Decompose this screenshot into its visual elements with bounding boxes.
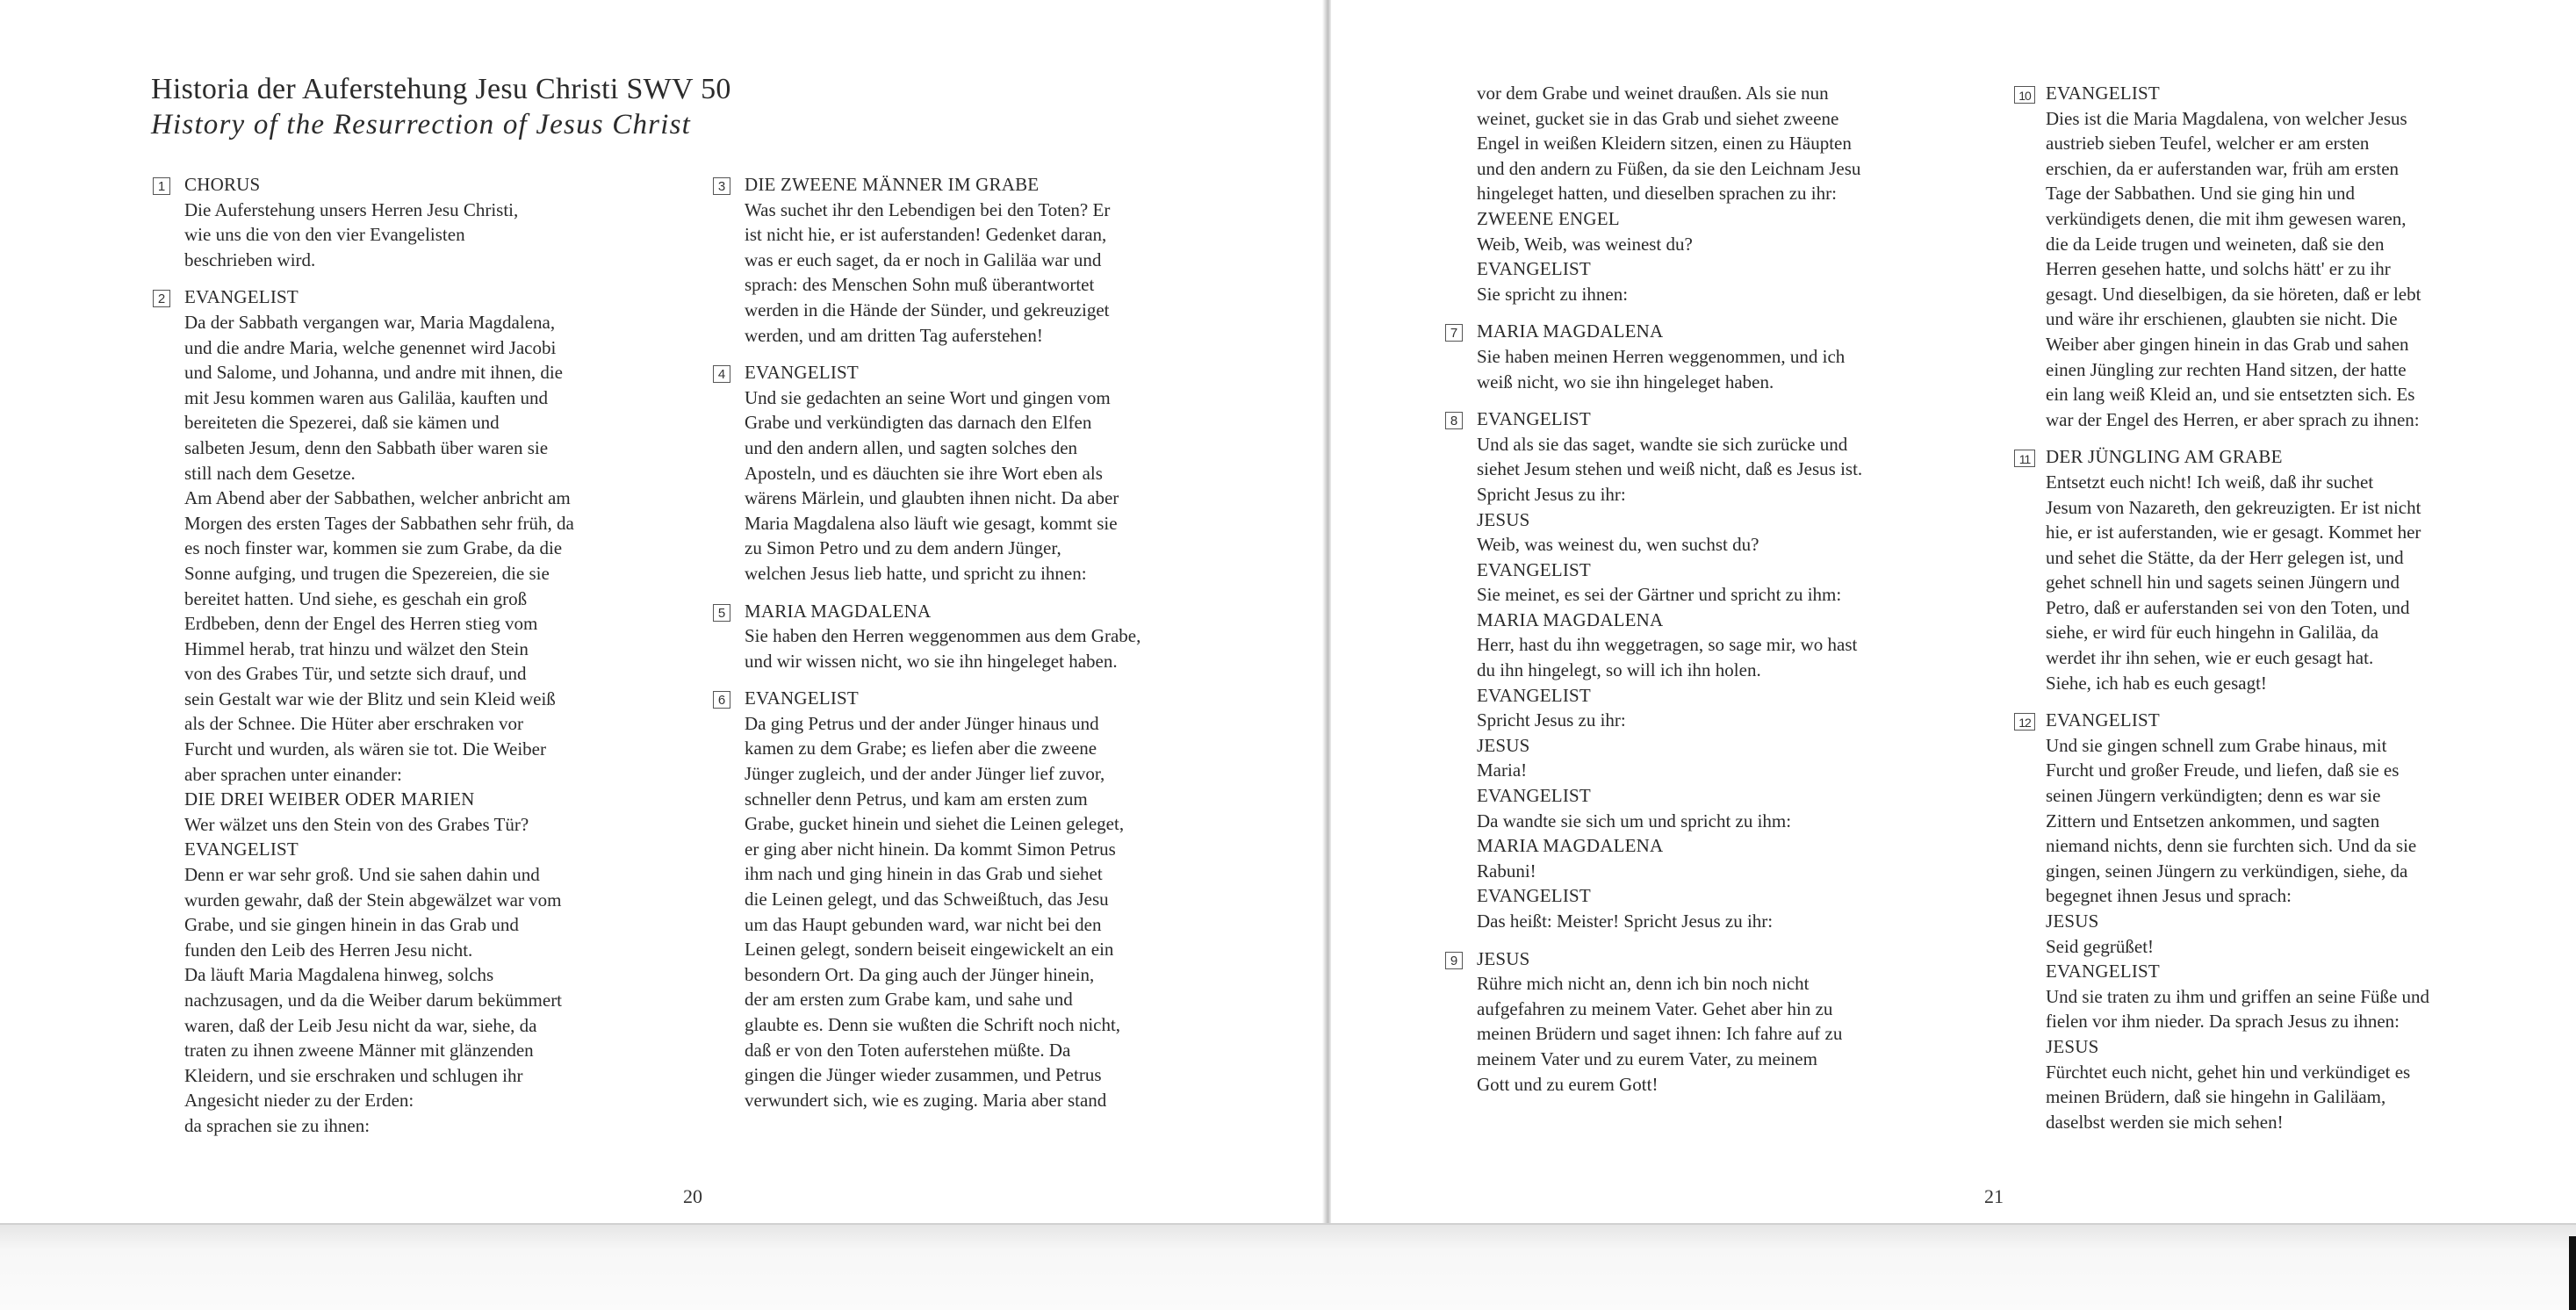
text-line: und wäre ihr erschienen, glaubten sie nicht. Die: [2046, 308, 2398, 330]
text-line: Zittern und Entsetzen ankommen, und sagten: [2046, 810, 2380, 831]
text-line: und die andre Maria, welche genennet wird Jacobi: [184, 336, 557, 358]
track-number-box: 4: [713, 365, 730, 383]
text-line: Grabe, und sie gingen hinein in das Grab und: [184, 914, 519, 936]
text-line: gingen die Jünger wieder zusammen, und Petrus: [745, 1064, 1102, 1086]
speaker-label: DIE ZWEENE MÄNNER IM GRABE: [745, 174, 1040, 195]
text-line: Wer wälzet uns den Stein von des Grabes Tür?: [184, 813, 529, 835]
text-line: Kleidern, und sie erschraken und schlugen ihr: [184, 1064, 523, 1086]
text-line: Und sie traten zu ihm und griffen an seine Füße und: [2046, 985, 2430, 1007]
text-line: die da Leide trugen und weineten, daß sie den: [2046, 233, 2385, 255]
text-line: werdet ihr ihn sehen, wie er euch gesagt hat.: [2046, 647, 2374, 669]
text-line: fielen vor ihm nieder. Da sprach Jesus zu ihnen:: [2046, 1011, 2400, 1033]
track-number-box: 9: [1445, 952, 1463, 969]
speaker-label: EVANGELIST: [1477, 885, 1591, 907]
text-line: Jünger zugleich, und der ander Jünger lief zuvor,: [745, 763, 1105, 785]
text-line: Sie haben den Herren weggenommen aus dem Grabe,: [745, 625, 1141, 647]
text-line: Furcht und großer Freude, und liefen, daß sie es: [2046, 759, 2400, 781]
speaker-label: EVANGELIST: [2046, 961, 2160, 982]
text-line: Rabuni!: [1477, 860, 1536, 882]
text-line: um das Haupt gebunden ward, war nicht bei den: [745, 913, 1102, 935]
text-line: glaubte es. Denn sie wußten die Schrift noch nicht,: [745, 1014, 1121, 1035]
text-line: wärens Märlein, und glaubten ihnen nicht. Da aber: [745, 487, 1119, 509]
text-line: welchen Jesus lieb hatte, und spricht zu ihnen:: [745, 562, 1087, 584]
text-line: Herr, hast du ihn weggetragen, so sage mir, wo hast: [1477, 634, 1858, 656]
text-line: seinen Jüngern verkündigten; denn es war sie: [2046, 785, 2381, 807]
section-5: [713, 599, 1257, 674]
text-line: Maria Magdalena also läuft wie gesagt, kommt sie: [745, 512, 1118, 534]
speaker-label: MARIA MAGDALENA: [1477, 835, 1664, 857]
text-line: und den andern zu Füßen, da sie den Leichnam Jesu: [1477, 157, 1861, 179]
text-line: Und sie gingen schnell zum Grabe hinaus, mit: [2046, 734, 2387, 756]
section-2: [153, 284, 680, 1138]
text-column-2: [713, 172, 1257, 1125]
text-line: gehet schnell hin und sagets seinen Jüngern und: [2046, 572, 2400, 594]
text-line: wurden gewahr, daß der Stein abgewälzet war vom: [184, 889, 562, 911]
text-line: Dies ist die Maria Magdalena, von welcher Jesus: [2046, 107, 2407, 129]
left-page: [0, 0, 1326, 1225]
text-line: als der Schnee. Die Hüter aber erschraken vor: [184, 713, 523, 735]
text-line: werden, und am dritten Tag auferstehen!: [745, 324, 1043, 346]
speaker-label: JESUS: [2046, 1035, 2099, 1057]
text-line: bereiteten die Spezerei, daß sie kämen und: [184, 412, 500, 434]
text-line: Gott und zu eurem Gott!: [1477, 1073, 1659, 1095]
track-number-box: 8: [1445, 412, 1463, 429]
text-line: es noch finster war, kommen sie zum Grabe, da die: [184, 537, 563, 559]
text-line: Maria!: [1477, 759, 1528, 781]
text-line: Am Abend aber der Sabbathen, welcher anbricht am: [184, 487, 571, 509]
text-line: ist nicht hie, er ist auferstanden! Gedenket daran,: [745, 224, 1107, 246]
text-line: du ihn hingelegt, so will ich ihn holen.: [1477, 659, 1761, 681]
speaker-label: JESUS: [1477, 508, 1530, 530]
section-1: [153, 172, 680, 272]
text-line: salbeten Jesum, denn den Sabbath über waren sie: [184, 436, 549, 458]
section-10: [2014, 81, 2558, 432]
text-line: was er euch saget, da er noch in Galiläa war und: [745, 248, 1102, 270]
speaker-label: JESUS: [1477, 734, 1530, 756]
text-line: Denn er war sehr groß. Und sie sahen dahin und: [184, 864, 540, 886]
text-line: ein lang weiß Kleid an, und sie entsetzten sich. Es: [2046, 384, 2415, 406]
track-number-box: 2: [153, 290, 170, 307]
text-line: ihm nach und ging hinein in das Grab und siehet: [745, 863, 1103, 885]
text-line: und den andern allen, und sagten solches den: [745, 436, 1078, 458]
text-line: begegnet ihnen Jesus und sprach:: [2046, 885, 2292, 907]
text-line: hie, er ist auferstanden, wie er gesagt. Kommet her: [2046, 522, 2421, 543]
text-line: Aposteln, und es däuchten sie ihre Wort eben als: [745, 462, 1103, 484]
text-line: sein Gestalt war wie der Blitz und sein Kleid weiß: [184, 687, 556, 709]
speaker-label: EVANGELIST: [2046, 709, 2160, 731]
track-number-box: 11: [2014, 450, 2035, 467]
speaker-label: MARIA MAGDALENA: [1477, 608, 1664, 630]
text-line: Und sie gedachten an seine Wort und gingen vom: [745, 386, 1111, 408]
speaker-label: EVANGELIST: [1477, 785, 1591, 807]
text-line: erschien, da er auferstanden war, früh am ersten: [2046, 157, 2400, 179]
text-line: Da der Sabbath vergangen war, Maria Magdalena,: [184, 311, 556, 333]
text-line: daselbst werden sie mich sehen!: [2046, 1111, 2284, 1133]
speaker-label: EVANGELIST: [1477, 408, 1591, 430]
text-line: verkündigets denen, die mit ihm gewesen waren,: [2046, 207, 2407, 229]
text-line: Siehe, ich hab es euch gesagt!: [2046, 672, 2267, 694]
text-line: weiß nicht, wo sie ihn hingeleget haben.: [1477, 371, 1774, 392]
text-line: Weiber aber gingen hinein in das Grab und sahen: [2046, 333, 2409, 355]
text-column-1: [153, 172, 680, 1151]
text-line: Leinen gelegt, sondern beiseit eingewickelt an ein: [745, 939, 1114, 961]
text-line: Und als sie das saget, wandte sie sich zurücke und: [1477, 433, 1848, 455]
speaker-label: EVANGELIST: [184, 286, 299, 308]
text-line: der am ersten zum Grabe kam, und sahe und: [745, 989, 1073, 1011]
text-line: gingen, seinen Jüngern zu verkündigen, siehe, da: [2046, 860, 2408, 882]
text-line: Angesicht nieder zu der Erden:: [184, 1090, 414, 1112]
text-line: zu Simon Petro und zu dem andern Jünger,: [745, 537, 1061, 559]
document-title: Historia der Auferstehung Jesu Christi SWV 50: [151, 73, 731, 105]
text-line: Fürchtet euch nicht, gehet hin und verkündiget es: [2046, 1061, 2411, 1083]
track-number-box: 12: [2014, 713, 2035, 731]
track-number-box: 5: [713, 604, 730, 622]
text-line: mit Jesu kommen waren aus Galiläa, kauften und: [184, 386, 549, 408]
text-line: traten zu ihnen zweene Männer mit glänzenden: [184, 1040, 534, 1062]
text-line: Himmel herab, trat hinzu und wälzet den Stein: [184, 637, 529, 659]
section-8: [1445, 407, 1990, 933]
track-number-box: 6: [713, 691, 730, 709]
text-line: Was suchet ihr den Lebendigen bei den Toten? Er: [745, 198, 1111, 220]
text-line: vor dem Grabe und weinet draußen. Als sie nun: [1477, 83, 1829, 104]
text-line: war der Engel des Herren, er aber sprach zu ihnen:: [2046, 408, 2420, 430]
text-line: meinen Brüdern, daß sie hingehn in Galiläam,: [2046, 1086, 2386, 1108]
text-line: sprach: des Menschen Sohn muß überantwortet: [745, 274, 1095, 296]
text-line: Spricht Jesus zu ihr:: [1477, 483, 1626, 505]
speaker-label: EVANGELIST: [1477, 258, 1591, 280]
text-line: bereitet hatten. Und siehe, es geschah ein groß: [184, 587, 528, 609]
text-line: Da wandte sie sich um und spricht zu ihm:: [1477, 810, 1792, 831]
text-line: Erdbeben, denn der Engel des Herren stieg vom: [184, 613, 538, 635]
text-line: besondern Ort. Da ging auch der Jünger hinein,: [745, 963, 1095, 985]
text-column-3: [1445, 81, 1990, 1109]
text-line: meinen Brüdern und saget ihnen: Ich fahre auf zu: [1477, 1023, 1843, 1045]
text-line: Weib, Weib, was weinest du?: [1477, 233, 1693, 255]
text-line: Das heißt: Meister! Spricht Jesus zu ihr:: [1477, 911, 1774, 932]
section-12: [2014, 708, 2558, 1134]
document-subtitle: History of the Resurrection of Jesus Christ: [151, 109, 692, 140]
text-line: Da ging Petrus und der ander Jünger hinaus und: [745, 712, 1099, 734]
speaker-label: ZWEENE ENGEL: [1477, 207, 1620, 229]
text-line: Die Auferstehung unsers Herren Jesu Christi,: [184, 198, 519, 220]
section-continued: [1445, 81, 1990, 306]
speaker-label: MARIA MAGDALENA: [1477, 320, 1664, 342]
text-line: siehe, er wird für euch hingehn in Galiläa, da: [2046, 622, 2379, 644]
speaker-label: EVANGELIST: [1477, 558, 1591, 580]
text-line: Weib, was weinest du, wen suchst du?: [1477, 534, 1759, 556]
text-line: funden den Leib des Herren Jesu nicht.: [184, 939, 473, 961]
speaker-label: EVANGELIST: [1477, 684, 1591, 706]
text-line: Jesum von Nazareth, den gekreuzigten. Er ist nicht: [2046, 496, 2421, 518]
text-line: Sonne aufging, und trugen die Spezereien, die sie: [184, 562, 550, 584]
text-line: Da läuft Maria Magdalena hinweg, solchs: [184, 964, 494, 986]
text-line: weinet, gucket sie in das Grab und siehet zweene: [1477, 107, 1839, 129]
section-7: [1445, 319, 1990, 394]
text-line: kamen zu dem Grabe; es liefen aber die zweene: [745, 738, 1097, 759]
section-9: [1445, 947, 1990, 1098]
text-line: gesagt. Und dieselbigen, da sie höreten, daß er lebt: [2046, 283, 2421, 305]
text-line: Tage der Sabbathen. Und sie ging hin und: [2046, 183, 2355, 205]
page-number-right: 21: [1984, 1185, 2004, 1207]
text-line: schneller denn Petrus, und kam am ersten zum: [745, 788, 1088, 810]
text-line: Herren gesehen hatte, und solchs hätt' er zu ihr: [2046, 258, 2391, 280]
text-line: Furcht und wurden, als wären sie tot. Die Weiber: [184, 738, 546, 760]
text-line: siehet Jesum stehen und weiß nicht, daß es Jesus ist.: [1477, 458, 1863, 480]
text-line: und Salome, und Johanna, und andre mit ihnen, die: [184, 362, 564, 384]
text-line: still nach dem Gesetze.: [184, 462, 356, 484]
text-line: Spricht Jesus zu ihr:: [1477, 709, 1626, 731]
text-line: die Leinen gelegt, und das Schweißtuch, das Jesu: [745, 889, 1109, 911]
text-line: Sie spricht zu ihnen:: [1477, 283, 1629, 305]
speaker-label: EVANGELIST: [745, 362, 859, 384]
scanner-background: [0, 1225, 2576, 1310]
track-number-box: 1: [153, 177, 170, 195]
text-line: daß er von den Toten auferstehen müßte. Da: [745, 1039, 1071, 1061]
text-line: Rühre mich nicht an, denn ich bin noch nicht: [1477, 973, 1810, 995]
text-line: Entsetzt euch nicht! Ich weiß, daß ihr suchet: [2046, 471, 2374, 493]
text-line: wie uns die von den vier Evangelisten: [184, 224, 465, 246]
track-number-box: 7: [1445, 324, 1463, 342]
text-line: Grabe, gucket hinein und siehet die Leinen geleget,: [745, 813, 1125, 835]
text-line: Seid gegrüßet!: [2046, 935, 2155, 957]
speaker-label: JESUS: [2046, 911, 2099, 932]
text-line: Grabe und verkündigten das darnach den Elfen: [745, 412, 1092, 434]
track-number-box: 3: [713, 177, 730, 195]
text-line: werden in die Hände der Sünder, und gekreuziget: [745, 299, 1110, 320]
speaker-label: EVANGELIST: [184, 839, 299, 860]
speaker-label: JESUS: [1477, 947, 1530, 969]
text-line: hingeleget hatten, und dieselben sprachen zu ihr:: [1477, 183, 1837, 205]
text-line: waren, daß der Leib Jesu nicht da war, siehe, da: [184, 1014, 537, 1036]
section-4: [713, 360, 1257, 586]
text-line: Sie haben meinen Herren weggenommen, und ich: [1477, 345, 1846, 367]
text-line: Morgen des ersten Tages der Sabbathen sehr früh, da: [184, 512, 574, 534]
text-line: Sie meinet, es sei der Gärtner und spricht zu ihm:: [1477, 584, 1842, 606]
text-line: austrieb sieben Teufel, welcher er am ersten: [2046, 133, 2370, 155]
track-number-box: 10: [2014, 86, 2035, 104]
text-line: Petro, daß er auferstanden sei von den Toten, und: [2046, 596, 2410, 618]
text-line: niemand nichts, denn sie furchten sich. Und da sie: [2046, 835, 2417, 857]
text-line: einen Jüngling zur rechten Hand sitzen, der hatte: [2046, 358, 2407, 380]
text-line: aufgefahren zu meinem Vater. Gehet aber hin zu: [1477, 997, 1833, 1019]
section-11: [2014, 444, 2558, 695]
text-line: von des Grabes Tür, und setzte sich drauf, und: [184, 663, 527, 685]
text-line: Engel in weißen Kleidern sitzen, einen zu Häupten: [1477, 133, 1852, 155]
speaker-label: MARIA MAGDALENA: [745, 600, 932, 622]
speaker-label: DIE DREI WEIBER ODER MARIEN: [184, 788, 475, 810]
text-line: nachzusagen, und da die Weiber darum bekümmert: [184, 990, 563, 1011]
speaker-label: EVANGELIST: [2046, 83, 2160, 104]
speaker-label: DER JÜNGLING AM GRABE: [2046, 446, 2283, 468]
text-line: und sehet die Stätte, da der Herr gelegen ist, und: [2046, 546, 2404, 568]
text-line: verwundert sich, wie es zuging. Maria aber stand: [745, 1089, 1107, 1111]
section-6: [713, 686, 1257, 1112]
text-line: er ging aber nicht hinein. Da kommt Simon Petrus: [745, 838, 1116, 860]
text-line: aber sprachen unter einander:: [184, 763, 402, 785]
text-line: beschrieben wird.: [184, 248, 316, 270]
page-number-left: 20: [683, 1185, 702, 1207]
speaker-label: CHORUS: [184, 174, 261, 195]
section-3: [713, 172, 1257, 348]
scanner-edge: [2569, 1236, 2576, 1310]
text-column-4: [2014, 81, 2558, 1147]
speaker-label: EVANGELIST: [745, 687, 859, 709]
text-line: und wir wissen nicht, wo sie ihn hingeleget haben.: [745, 650, 1118, 672]
text-line: da sprachen sie zu ihnen:: [184, 1114, 371, 1136]
text-line: meinem Vater und zu eurem Vater, zu meinem: [1477, 1047, 1817, 1069]
